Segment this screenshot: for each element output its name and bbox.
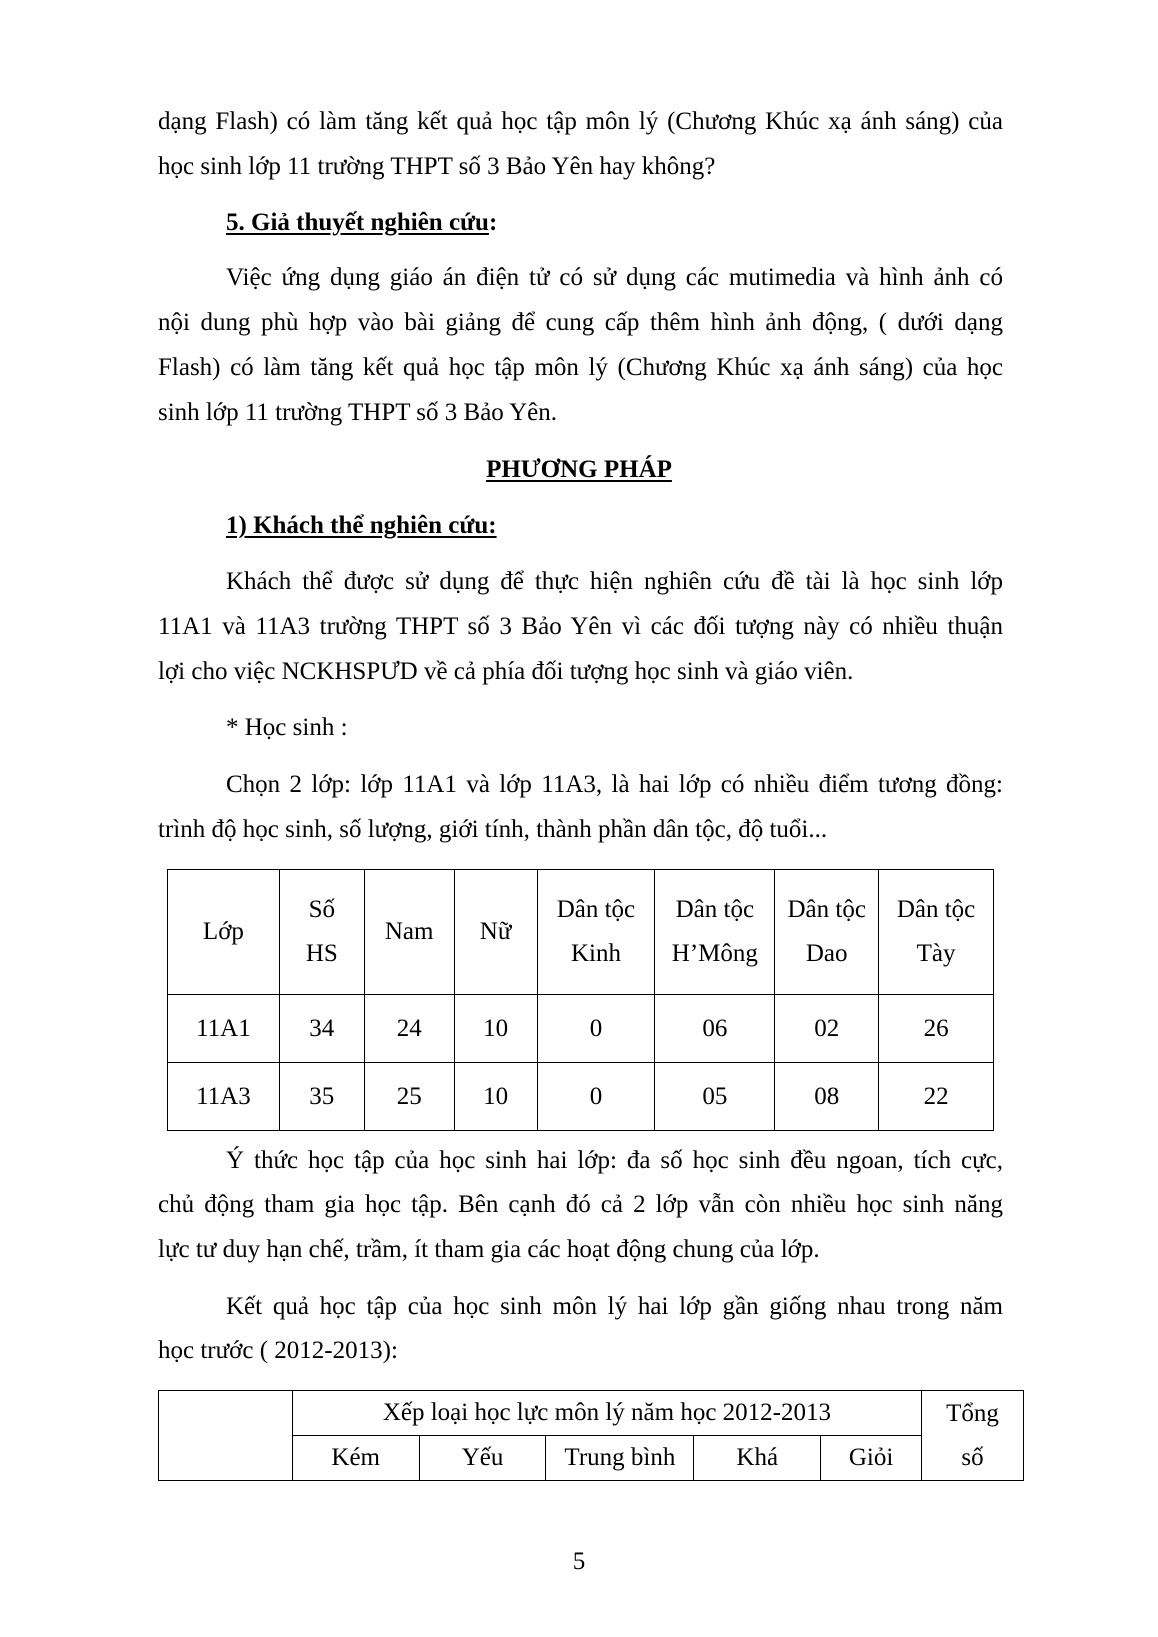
hypothesis-line-1: Việc ứng dụng giáo án điện tử có sử dụng các mutimedia và hình ảnh có xyxy=(226,264,1003,291)
hypothesis-line-4: sinh lớp 11 trường THPT số 3 Bảo Yên. xyxy=(158,399,558,426)
grade-column-kha: Khá xyxy=(694,1436,821,1481)
choose-line-2: trình độ học sinh, số lượng, giới tính, thành phần dân tộc, độ tuổi... xyxy=(158,816,828,843)
grade-table xyxy=(158,1390,1024,1481)
table-cell: 08 xyxy=(775,1063,879,1131)
hypothesis-line-2: nội dung phù hợp vào bài giảng để cung cấp thêm hình ảnh động, ( dưới dạng xyxy=(158,309,1003,336)
choose-line-1: Chọn 2 lớp: lớp 11A1 và lớp 11A3, là hai lớp có nhiều điểm tương đồng: xyxy=(226,771,1003,798)
table-cell: 34 xyxy=(279,995,364,1063)
grade-table-total-header: Tổng số xyxy=(922,1391,1024,1481)
subjects-line-1: Khách thể được sử dụng để thực hiện nghiên cứu đề tài là học sinh lớp xyxy=(226,568,1003,595)
header-female: Nữ xyxy=(454,870,537,995)
table-cell: 10 xyxy=(454,1063,537,1131)
grade-column-gioi: Giỏi xyxy=(821,1436,922,1481)
header-ethnic-kinh: Dân tộc Kinh xyxy=(537,870,655,995)
attitude-line-3: lực tư duy hạn chế, trầm, ít tham gia các hoạt động chung của lớp. xyxy=(158,1236,820,1263)
grade-column-kem: Kém xyxy=(292,1436,419,1481)
class-table xyxy=(167,869,994,1131)
results-line-2: học trước ( 2012-2013): xyxy=(158,1337,398,1364)
table-cell: 11A1 xyxy=(168,995,280,1063)
results-line-1: Kết quả học tập của học sinh môn lý hai lớp gần giống nhau trong năm xyxy=(226,1293,1003,1320)
table-cell: 0 xyxy=(537,995,655,1063)
header-student-count: Số HS xyxy=(279,870,364,995)
intro-line-2: học sinh lớp 11 trường THPT số 3 Bảo Yên hay không? xyxy=(158,153,716,180)
table-cell: 26 xyxy=(879,995,994,1063)
students-label: * Học sinh : xyxy=(226,714,348,741)
table-cell: 05 xyxy=(655,1063,775,1131)
table-row xyxy=(168,995,994,1063)
method-title: PHƯƠNG PHÁP xyxy=(486,456,672,483)
hypothesis-line-3: Flash) có làm tăng kết quả học tập môn lý (Chương Khúc xạ ánh sáng) của học xyxy=(158,354,1003,381)
table-cell: 06 xyxy=(655,995,775,1063)
header-ethnic-hmong: Dân tộc H’Mông xyxy=(655,870,775,995)
table-cell: 25 xyxy=(364,1063,454,1131)
header-male: Nam xyxy=(364,870,454,995)
header-class: Lớp xyxy=(168,870,280,995)
grade-column-trung-binh: Trung bình xyxy=(546,1436,694,1481)
table-cell: 11A3 xyxy=(168,1063,280,1131)
grade-table-title: Xếp loại học lực môn lý năm học 2012-2013 xyxy=(292,1391,921,1436)
subjects-line-3: lợi cho việc NCKHSPƯD về cả phía đối tượng học sinh và giáo viên. xyxy=(158,658,854,685)
attitude-line-1: Ý thức học tập của học sinh hai lớp: đa số học sinh đều ngoan, tích cực, xyxy=(226,1147,1003,1174)
intro-line-1: dạng Flash) có làm tăng kết quả học tập môn lý (Chương Khúc xạ ánh sáng) của xyxy=(158,108,1003,135)
attitude-line-2: chủ động tham gia học tập. Bên cạnh đó cả 2 lớp vẫn còn nhiều học sinh năng xyxy=(158,1191,1003,1218)
grade-column-yeu: Yếu xyxy=(419,1436,546,1481)
table-cell: 0 xyxy=(537,1063,655,1131)
subjects-heading: 1) Khách thể nghiên cứu: xyxy=(226,512,497,539)
page-number: 5 xyxy=(572,1548,586,1575)
header-ethnic-tay: Dân tộc Tày xyxy=(879,870,994,995)
table-cell: 24 xyxy=(364,995,454,1063)
table-cell: 22 xyxy=(879,1063,994,1131)
hypothesis-heading: 5. Giả thuyết nghiên cứu xyxy=(226,209,489,236)
table-cell: 10 xyxy=(454,995,537,1063)
table-cell: 35 xyxy=(279,1063,364,1131)
header-ethnic-dao: Dân tộc Dao xyxy=(775,870,879,995)
table-cell: 02 xyxy=(775,995,879,1063)
grade-table-header-row xyxy=(159,1391,1024,1436)
class-table-header-row xyxy=(168,870,994,995)
subjects-line-2: 11A1 và 11A3 trường THPT số 3 Bảo Yên vì các đối tượng này có nhiều thuận xyxy=(158,613,1003,640)
hypothesis-heading-colon: : xyxy=(488,209,498,236)
table-row xyxy=(168,1063,994,1131)
grade-table-corner-cell xyxy=(159,1391,293,1481)
hypothesis-heading-wrap xyxy=(226,208,497,238)
